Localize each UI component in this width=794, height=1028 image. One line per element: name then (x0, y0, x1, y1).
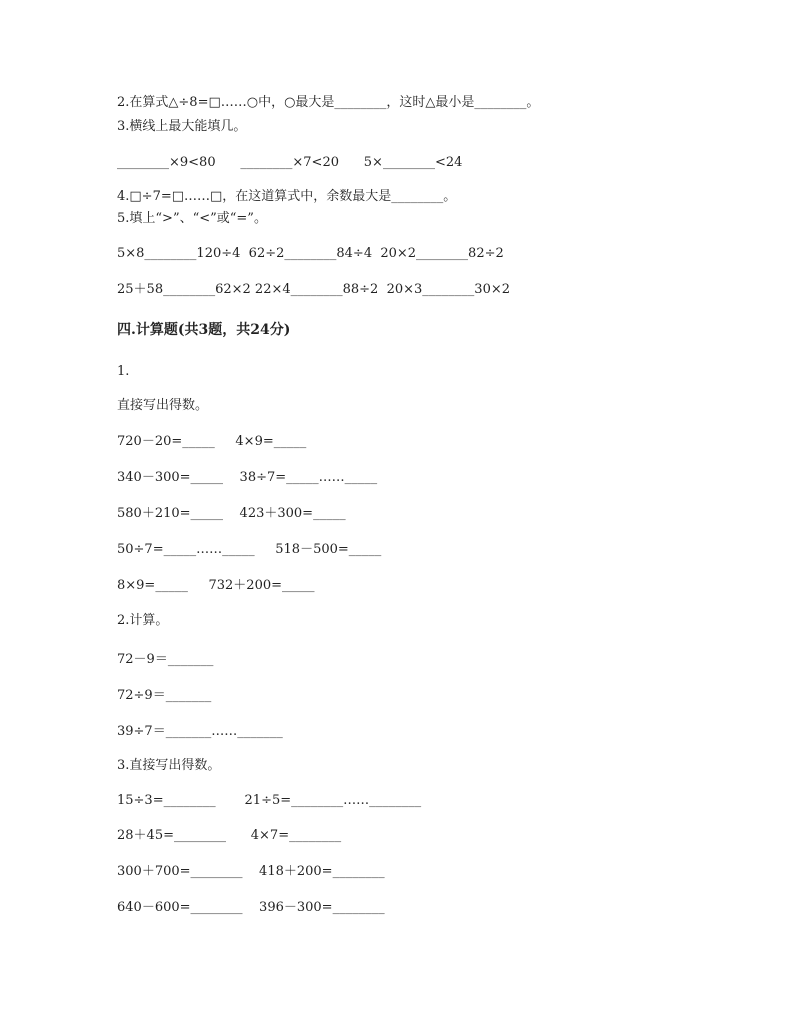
comparison-row-2: 25＋58________62×2 22×4________88÷2 20×3________30×2 (117, 282, 511, 297)
question-2-text: 2.在算式△÷8=□……○中，○最大是________，这时△最小是________。 (117, 95, 540, 110)
question-3-title: 3.横线上最大能填几。 (117, 119, 247, 134)
question-5-title: 5.填上“>”、“<”或“=”。 (117, 211, 267, 226)
calc-row: 72－9＝_______ (117, 652, 214, 667)
calc-row: 28＋45=________ 4×7=________ (117, 828, 342, 843)
problem-1-instruction: 直接写出得数。 (117, 398, 209, 413)
calc-row: 640－600=________ 396－300=________ (117, 900, 385, 915)
calc-row: 15÷3=________ 21÷5=________……________ (117, 793, 422, 808)
calc-row: 39÷7＝_______……_______ (117, 724, 283, 739)
calc-row: 720－20=_____ 4×9=_____ (117, 434, 307, 449)
calc-row: 340－300=_____ 38÷7=_____……_____ (117, 470, 378, 485)
problem-2-title: 2.计算。 (117, 613, 169, 628)
question-3-items: ________×9<80 ________×7<20 5×________<24 (117, 155, 463, 170)
question-4-text: 4.□÷7=□……□，在这道算式中，余数最大是________。 (117, 189, 457, 204)
problem-3-title: 3.直接写出得数。 (117, 758, 221, 773)
problem-1-number: 1. (117, 364, 130, 379)
calc-row: 50÷7=_____……_____ 518－500=_____ (117, 542, 382, 557)
calc-row: 8×9=_____ 732＋200=_____ (117, 578, 315, 593)
calc-row: 300＋700=________ 418＋200=________ (117, 864, 385, 879)
comparison-row-1: 5×8________120÷4 62÷2________84÷4 20×2________82÷2 (117, 246, 504, 261)
section-4-heading: 四.计算题(共3题，共24分) (117, 322, 291, 338)
calc-row: 72÷9＝_______ (117, 688, 212, 703)
calc-row: 580＋210=_____ 423＋300=_____ (117, 506, 346, 521)
